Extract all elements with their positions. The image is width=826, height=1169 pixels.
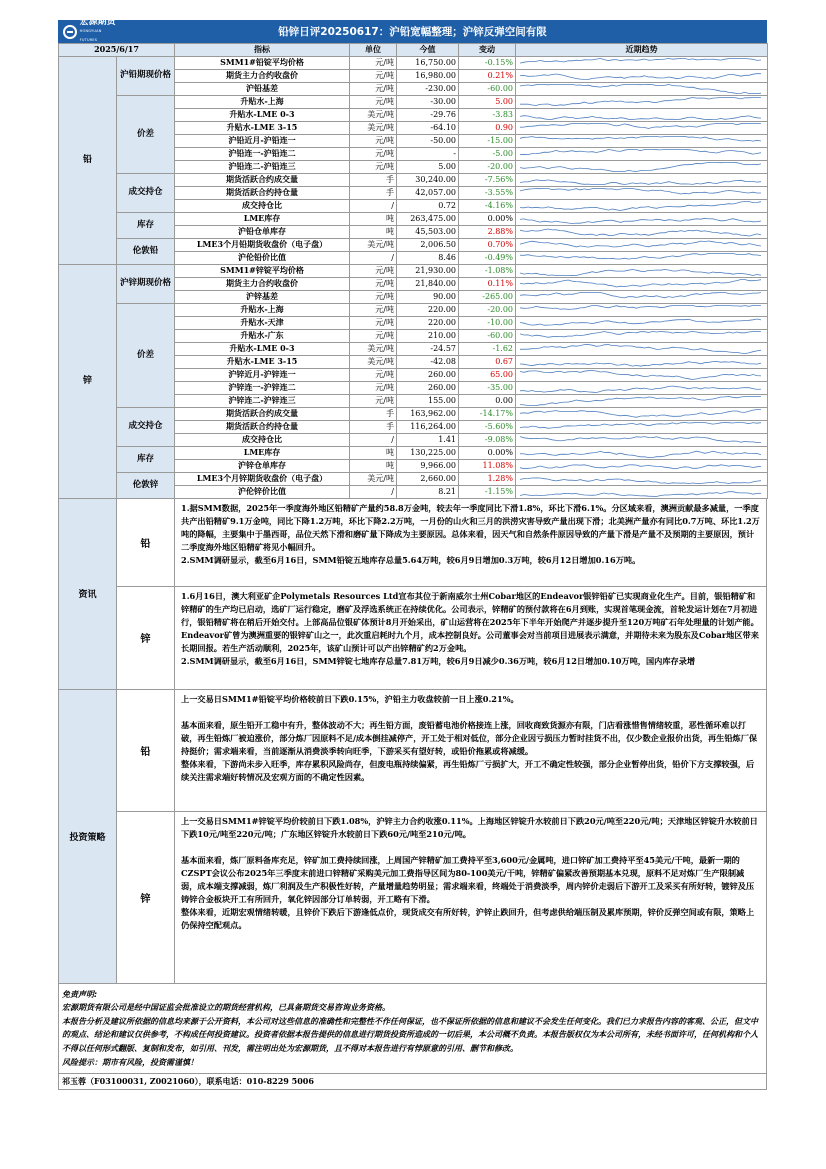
table-row bbox=[59, 212, 768, 225]
indicator-change: 0.00 bbox=[459, 394, 516, 407]
table-row bbox=[59, 95, 768, 108]
table-row bbox=[59, 238, 768, 251]
trend-cell bbox=[516, 212, 768, 225]
indicator-name: 期货活跃合约成交量 bbox=[175, 173, 350, 186]
indicator-value: 1.41 bbox=[397, 433, 459, 446]
trend-line bbox=[520, 451, 761, 457]
indicator-change: -10.00 bbox=[459, 316, 516, 329]
indicator-change: -20.00 bbox=[459, 303, 516, 316]
trend-sparkline bbox=[516, 408, 767, 420]
trend-line bbox=[520, 149, 761, 154]
indicator-unit: 元/吨 bbox=[350, 368, 397, 381]
trend-sparkline bbox=[516, 291, 767, 303]
strategy-zinc bbox=[117, 812, 766, 983]
trend-cell bbox=[516, 95, 768, 108]
trend-cell bbox=[516, 329, 768, 342]
table-row bbox=[59, 407, 768, 420]
indicator-name: 沪伦铅价比值 bbox=[175, 251, 350, 264]
trend-line bbox=[520, 218, 761, 223]
category-label: 伦敦锌 bbox=[117, 472, 175, 498]
indicator-name: LME3个月锌期货收盘价（电子盘） bbox=[175, 472, 350, 485]
strategy-metal-label: 锌 bbox=[117, 812, 175, 983]
indicator-name: 期货主力合约收盘价 bbox=[175, 277, 350, 290]
indicator-name: 升贴水-LME 0-3 bbox=[175, 342, 350, 355]
indicator-value: 263,475.00 bbox=[397, 212, 459, 225]
indicator-change: 1.28% bbox=[459, 472, 516, 485]
indicator-change: -60.00 bbox=[459, 329, 516, 342]
indicator-value: 155.00 bbox=[397, 394, 459, 407]
indicator-change: -3.55% bbox=[459, 186, 516, 199]
trend-cell bbox=[516, 238, 768, 251]
trend-sparkline bbox=[516, 200, 767, 212]
indicator-name: 沪铅近月-沪铅连一 bbox=[175, 134, 350, 147]
indicator-value: 8.46 bbox=[397, 251, 459, 264]
indicator-change: -20.00 bbox=[459, 160, 516, 173]
trend-line bbox=[520, 201, 761, 210]
category-label: 成交持仓 bbox=[117, 407, 175, 446]
trend-sparkline bbox=[516, 434, 767, 446]
trend-cell bbox=[516, 485, 768, 498]
indicator-name: LME3个月铅期货收盘价（电子盘） bbox=[175, 238, 350, 251]
indicator-value: -29.76 bbox=[397, 108, 459, 121]
category-label: 伦敦铅 bbox=[117, 238, 175, 264]
indicator-name: 沪锌连一-沪锌连二 bbox=[175, 381, 350, 394]
indicator-unit: 手 bbox=[350, 407, 397, 420]
analyst-contact: 祁玉蓉（F03100031, Z0021060），联系电话：010-8229 5006 bbox=[58, 1074, 767, 1090]
trend-sparkline bbox=[516, 473, 767, 485]
trend-cell bbox=[516, 277, 768, 290]
indicator-unit: 吨 bbox=[350, 459, 397, 472]
indicator-unit: 元/吨 bbox=[350, 95, 397, 108]
trend-sparkline bbox=[516, 460, 767, 472]
report-title: 铅锌日评20250617：沪铅宽幅整理；沪锌反弹空间有限 bbox=[278, 26, 547, 38]
category-label: 库存 bbox=[117, 212, 175, 238]
trend-line bbox=[520, 241, 761, 247]
indicator-value: -30.00 bbox=[397, 95, 459, 108]
indicator-value: 21,930.00 bbox=[397, 264, 459, 277]
indicator-name: 升贴水-天津 bbox=[175, 316, 350, 329]
trend-line bbox=[520, 58, 761, 63]
category-label: 沪锌期现价格 bbox=[117, 264, 175, 303]
trend-cell bbox=[516, 264, 768, 277]
indicator-name: 升贴水-LME 0-3 bbox=[175, 108, 350, 121]
trend-line bbox=[520, 162, 761, 171]
trend-cell bbox=[516, 147, 768, 160]
news-section bbox=[58, 499, 767, 690]
trend-line bbox=[520, 464, 761, 468]
trend-cell bbox=[516, 433, 768, 446]
indicator-name: 成交持仓比 bbox=[175, 199, 350, 212]
trend-cell bbox=[516, 355, 768, 368]
trend-cell bbox=[516, 303, 768, 316]
indicator-name: 沪铅仓单库存 bbox=[175, 225, 350, 238]
news-lead bbox=[117, 499, 766, 587]
trend-sparkline bbox=[516, 317, 767, 329]
indicator-unit: 元/吨 bbox=[350, 160, 397, 173]
indicator-unit: / bbox=[350, 199, 397, 212]
indicator-change: 5.00 bbox=[459, 95, 516, 108]
indicator-value: 116,264.00 bbox=[397, 420, 459, 433]
category-label: 成交持仓 bbox=[117, 173, 175, 212]
trend-cell bbox=[516, 459, 768, 472]
indicator-unit: 手 bbox=[350, 186, 397, 199]
indicator-value: 45,503.00 bbox=[397, 225, 459, 238]
trend-sparkline bbox=[516, 174, 767, 186]
indicator-value: 9,966.00 bbox=[397, 459, 459, 472]
logo-name: 宏源期货 bbox=[79, 17, 116, 27]
trend-line bbox=[520, 370, 761, 379]
table-row bbox=[59, 303, 768, 316]
category-label: 价差 bbox=[117, 95, 175, 173]
indicator-value: 130,225.00 bbox=[397, 446, 459, 459]
indicator-name: 沪锌基差 bbox=[175, 290, 350, 303]
trend-sparkline bbox=[516, 96, 767, 108]
trend-sparkline bbox=[516, 330, 767, 342]
table-row bbox=[59, 56, 768, 69]
indicator-name: 期货活跃合约持仓量 bbox=[175, 186, 350, 199]
indicator-name: 期货活跃合约成交量 bbox=[175, 407, 350, 420]
section-label: 铅 bbox=[59, 56, 117, 264]
trend-cell bbox=[516, 290, 768, 303]
trend-line bbox=[520, 179, 761, 184]
strategy-lead bbox=[117, 690, 766, 812]
trend-sparkline bbox=[516, 213, 767, 225]
indicator-change: 0.70% bbox=[459, 238, 516, 251]
indicator-change: -1.15% bbox=[459, 485, 516, 498]
disclaimer bbox=[58, 984, 767, 1075]
trend-line bbox=[520, 292, 761, 297]
indicator-table bbox=[58, 43, 768, 499]
indicator-name: 升贴水-广东 bbox=[175, 329, 350, 342]
indicator-change: -60.00 bbox=[459, 82, 516, 95]
indicator-value: 220.00 bbox=[397, 316, 459, 329]
trend-line bbox=[520, 396, 761, 405]
trend-sparkline bbox=[516, 57, 767, 69]
indicator-change: -0.49% bbox=[459, 251, 516, 264]
indicator-change: -15.00 bbox=[459, 134, 516, 147]
trend-line bbox=[520, 115, 761, 119]
indicator-value: - bbox=[397, 147, 459, 160]
indicator-change: 2.88% bbox=[459, 225, 516, 238]
indicator-value: 16,980.00 bbox=[397, 69, 459, 82]
indicator-change: 0.90 bbox=[459, 121, 516, 134]
indicator-value: 260.00 bbox=[397, 381, 459, 394]
trend-sparkline bbox=[516, 148, 767, 160]
indicator-name: 沪锌仓单库存 bbox=[175, 459, 350, 472]
indicator-name: SMM1#锌锭平均价格 bbox=[175, 264, 350, 277]
indicator-value: 220.00 bbox=[397, 303, 459, 316]
trend-sparkline bbox=[516, 382, 767, 394]
report-date: 2025/6/17 bbox=[59, 44, 175, 57]
news-metal-label: 锌 bbox=[117, 587, 175, 689]
indicator-change: -4.16% bbox=[459, 199, 516, 212]
indicator-change: 0.67 bbox=[459, 355, 516, 368]
indicator-unit: 元/吨 bbox=[350, 277, 397, 290]
trend-sparkline bbox=[516, 343, 767, 355]
category-label: 价差 bbox=[117, 303, 175, 407]
indicator-value: 5.00 bbox=[397, 160, 459, 173]
trend-line bbox=[520, 331, 761, 337]
trend-cell bbox=[516, 381, 768, 394]
indicator-value: 0.72 bbox=[397, 199, 459, 212]
indicator-name: 成交持仓比 bbox=[175, 433, 350, 446]
indicator-name: 沪锌连二-沪锌连三 bbox=[175, 394, 350, 407]
trend-sparkline bbox=[516, 356, 767, 368]
trend-line bbox=[520, 361, 761, 366]
indicator-unit: 元/吨 bbox=[350, 394, 397, 407]
indicator-name: 沪铅连一-沪铅连二 bbox=[175, 147, 350, 160]
trend-cell bbox=[516, 56, 768, 69]
indicator-value: -24.57 bbox=[397, 342, 459, 355]
disclaimer-title: 免责声明: bbox=[62, 989, 98, 999]
disclaimer-body: 宏源期货有限公司是经中国证监会批准设立的期货经营机构，已具备期货交易咨询业务资格。 本报告分析及建议所依据的信息均来源于公开资料，本公司对这些信息的准确性和完整性不作任何保证，也不保证所依据的信息和建议不会发生任何变化。我们已力求报告内容的客观、公正，但文中的观点、结论和建议仅供参考，不构成任何投资建议。投资者依据本报告提供的信息进行期货投资所造成的一切后果，本公司概不负责。本报告版权仅为本公司所有，未经书面许可，任何机构和个人不得以任何形式翻版、复制和发布，如引用、刊发，需注明出处为宏源期货，且不得对本报告进行有悖原意的引用、删节和修改。 风险提示：期市有风险，投资需谨慎！ bbox=[62, 1003, 758, 1067]
trend-cell bbox=[516, 316, 768, 329]
indicator-unit: 吨 bbox=[350, 446, 397, 459]
indicator-value: 2,660.00 bbox=[397, 472, 459, 485]
indicator-unit: 美元/吨 bbox=[350, 108, 397, 121]
trend-sparkline bbox=[516, 447, 767, 459]
indicator-name: 升贴水-上海 bbox=[175, 303, 350, 316]
strategy-metal-label: 铅 bbox=[117, 690, 175, 811]
indicator-change: 0.00% bbox=[459, 212, 516, 225]
indicator-unit: 元/吨 bbox=[350, 134, 397, 147]
category-label: 沪铅期现价格 bbox=[117, 56, 175, 95]
indicator-unit: 元/吨 bbox=[350, 303, 397, 316]
indicator-unit: 吨 bbox=[350, 225, 397, 238]
column-header: 单位 bbox=[350, 44, 397, 57]
trend-cell bbox=[516, 420, 768, 433]
indicator-change: 0.21% bbox=[459, 69, 516, 82]
report-page bbox=[58, 17, 767, 1090]
indicator-name: LME库存 bbox=[175, 446, 350, 459]
trend-cell bbox=[516, 121, 768, 134]
indicator-unit: / bbox=[350, 251, 397, 264]
strategy-text: 上一交易日SMM1#锌锭平均价较前日下跌1.08%，沪锌主力合约收涨0.11%。上海地区锌锭升水较前日下跌20元/吨至220元/吨；天津地区锌锭升水较前日下跌10元/吨至220元/吨；广东地区锌锭升水较前日下跌60元/吨至210元/吨。 基本面来看，炼厂原料备库充足，锌矿加工费持续回涨，上周国产锌精矿加工费持平至3,600元/金属吨，进口锌矿加工费持平至45美元/干吨，最新一期的CZSPT会议公布2025年三季度末前进口锌精矿采购美元加工费指导区间为80-100美元/干吨，锌精矿偏紧改善预期基本兑现，原料不足对炼厂生产限制减弱，成本端支撑减弱，炼厂利润及生产积极性好转，产量增量趋势明显；需求端来看，终端处于消费淡季，周内锌价走弱后下游开工及采买有所好转，镀锌及压铸锌合金板块开工有所回升，氧化锌因部分订单转弱，开工略有下滑。 整体来看，近期宏观情绪转暖，且锌价下跌后下游逢低点价，现货成交有所好转，沪锌止跌回升，但考虑供给端压制及累库预期，锌价反弹空间或有限，策略上仍保持空配观点。 bbox=[181, 815, 758, 931]
indicator-change: -5.60% bbox=[459, 420, 516, 433]
indicator-value: -50.00 bbox=[397, 134, 459, 147]
indicator-unit: 元/吨 bbox=[350, 329, 397, 342]
indicator-unit: / bbox=[350, 433, 397, 446]
indicator-value: 21,840.00 bbox=[397, 277, 459, 290]
indicator-name: 升贴水-上海 bbox=[175, 95, 350, 108]
indicator-change: -5.00 bbox=[459, 147, 516, 160]
trend-cell bbox=[516, 160, 768, 173]
column-header-row bbox=[59, 44, 768, 57]
indicator-change: -265.00 bbox=[459, 290, 516, 303]
trend-sparkline bbox=[516, 161, 767, 173]
trend-cell bbox=[516, 108, 768, 121]
trend-sparkline bbox=[516, 109, 767, 121]
trend-cell bbox=[516, 472, 768, 485]
trend-line bbox=[520, 305, 761, 309]
indicator-unit: 美元/吨 bbox=[350, 238, 397, 251]
indicator-value: 8.21 bbox=[397, 485, 459, 498]
trend-line bbox=[520, 97, 761, 105]
trend-sparkline bbox=[516, 122, 767, 134]
trend-line bbox=[520, 386, 761, 393]
trend-line bbox=[520, 269, 761, 275]
indicator-unit: 元/吨 bbox=[350, 264, 397, 277]
indicator-value: 16,750.00 bbox=[397, 56, 459, 69]
trend-cell bbox=[516, 225, 768, 238]
table-row bbox=[59, 472, 768, 485]
trend-line bbox=[520, 409, 761, 417]
trend-sparkline bbox=[516, 239, 767, 251]
indicator-value: -42.08 bbox=[397, 355, 459, 368]
indicator-name: 期货活跃合约持仓量 bbox=[175, 420, 350, 433]
trend-sparkline bbox=[516, 278, 767, 290]
indicator-name: 升贴水-LME 3-15 bbox=[175, 355, 350, 368]
indicator-name: 沪铅连二-沪铅连三 bbox=[175, 160, 350, 173]
indicator-unit: / bbox=[350, 485, 397, 498]
indicator-change: 0.00% bbox=[459, 446, 516, 459]
indicator-change: -14.17% bbox=[459, 407, 516, 420]
indicator-change: -3.83 bbox=[459, 108, 516, 121]
indicator-unit: 元/吨 bbox=[350, 56, 397, 69]
news-label: 资讯 bbox=[59, 499, 117, 689]
indicator-unit: 美元/吨 bbox=[350, 472, 397, 485]
trend-cell bbox=[516, 394, 768, 407]
indicator-name: SMM1#铅锭平均价格 bbox=[175, 56, 350, 69]
indicator-name: 期货主力合约收盘价 bbox=[175, 69, 350, 82]
trend-cell bbox=[516, 199, 768, 212]
trend-sparkline bbox=[516, 135, 767, 147]
indicator-change: -9.08% bbox=[459, 433, 516, 446]
indicator-value: 42,057.00 bbox=[397, 186, 459, 199]
indicator-change: -1.62 bbox=[459, 342, 516, 355]
trend-sparkline bbox=[516, 226, 767, 238]
trend-cell bbox=[516, 173, 768, 186]
trend-line bbox=[520, 344, 761, 353]
column-header: 变动 bbox=[459, 44, 516, 57]
indicator-unit: 手 bbox=[350, 420, 397, 433]
indicator-unit: 手 bbox=[350, 173, 397, 186]
trend-sparkline bbox=[516, 486, 767, 498]
category-label: 库存 bbox=[117, 446, 175, 472]
column-header: 指标 bbox=[175, 44, 350, 57]
indicator-name: 沪铅基差 bbox=[175, 82, 350, 95]
trend-cell bbox=[516, 251, 768, 264]
indicator-unit: 元/吨 bbox=[350, 82, 397, 95]
trend-line bbox=[520, 84, 761, 93]
trend-sparkline bbox=[516, 70, 767, 82]
trend-line bbox=[520, 188, 761, 194]
indicator-change: -1.08% bbox=[459, 264, 516, 277]
indicator-value: 90.00 bbox=[397, 290, 459, 303]
trend-sparkline bbox=[516, 252, 767, 264]
trend-cell bbox=[516, 82, 768, 95]
trend-line bbox=[520, 491, 761, 496]
indicator-change: 0.11% bbox=[459, 277, 516, 290]
trend-line bbox=[520, 73, 761, 79]
indicator-name: 沪锌近月-沪锌连一 bbox=[175, 368, 350, 381]
trend-line bbox=[520, 123, 761, 128]
table-row bbox=[59, 446, 768, 459]
indicator-unit: 美元/吨 bbox=[350, 342, 397, 355]
indicator-unit: 美元/吨 bbox=[350, 121, 397, 134]
trend-sparkline bbox=[516, 304, 767, 316]
trend-cell bbox=[516, 134, 768, 147]
indicator-change: -0.15% bbox=[459, 56, 516, 69]
trend-cell bbox=[516, 407, 768, 420]
indicator-name: 升贴水-LME 3-15 bbox=[175, 121, 350, 134]
indicator-change: -35.00 bbox=[459, 381, 516, 394]
indicator-value: 260.00 bbox=[397, 368, 459, 381]
trend-sparkline bbox=[516, 187, 767, 199]
logo-english: HONGYUAN FUTURES bbox=[79, 29, 102, 42]
trend-line bbox=[520, 477, 761, 483]
indicator-value: 210.00 bbox=[397, 329, 459, 342]
trend-line bbox=[520, 136, 761, 141]
indicator-unit: 美元/吨 bbox=[350, 355, 397, 368]
indicator-unit: 元/吨 bbox=[350, 316, 397, 329]
indicator-change: 11.08% bbox=[459, 459, 516, 472]
indicator-value: 2,006.50 bbox=[397, 238, 459, 251]
trend-cell bbox=[516, 342, 768, 355]
news-metal-label: 铅 bbox=[117, 499, 175, 586]
indicator-change: -7.56% bbox=[459, 173, 516, 186]
indicator-value: -230.00 bbox=[397, 82, 459, 95]
trend-line bbox=[520, 436, 761, 442]
news-text: 1.据SMM数据，2025年一季度海外地区铅精矿产量约58.8万金吨，较去年一季度同比下滑1.8%，环比下滑6.1%。分区域来看，澳洲贡献最多减量，一季度共产出铅精矿9.1万金吨，同比下降1.2万吨，环比下降2.2万吨，一月份的山火和三月的洪涝灾害导致产量出现下滑；北美洲产量亦有同比0.7万吨、环比1.2万吨的降幅，主要集中于墨西哥，品位天然下滑和磨矿量下降成为主要原因。总体来看，因天气和自然条件原因导致的产量下滑是产量不及预期的主要原因，预计二季度海外地区铅精矿将见小幅回升。 2.SMM调研显示，截至6月16日，SMM铅锭五地库存总量5.64万吨，较6月9日增加0.3万吨，较6月12日增加0.16万吨。 bbox=[181, 502, 760, 565]
indicator-value: -64.10 bbox=[397, 121, 459, 134]
trend-sparkline bbox=[516, 83, 767, 95]
indicator-name: 沪伦锌价比值 bbox=[175, 485, 350, 498]
indicator-name: LME库存 bbox=[175, 212, 350, 225]
section-label: 锌 bbox=[59, 264, 117, 498]
indicator-unit: 元/吨 bbox=[350, 381, 397, 394]
trend-line bbox=[520, 229, 761, 236]
strategy-section bbox=[58, 690, 767, 984]
trend-sparkline bbox=[516, 265, 767, 277]
trend-sparkline bbox=[516, 395, 767, 407]
indicator-unit: 吨 bbox=[350, 212, 397, 225]
trend-line bbox=[520, 253, 761, 259]
trend-cell bbox=[516, 446, 768, 459]
trend-line bbox=[520, 422, 761, 428]
table-row bbox=[59, 173, 768, 186]
column-header: 近期趋势 bbox=[516, 44, 768, 57]
trend-line bbox=[520, 279, 761, 287]
indicator-unit: 元/吨 bbox=[350, 290, 397, 303]
trend-cell bbox=[516, 69, 768, 82]
trend-sparkline bbox=[516, 421, 767, 433]
trend-cell bbox=[516, 368, 768, 381]
indicator-value: 163,962.00 bbox=[397, 407, 459, 420]
report-header bbox=[58, 17, 767, 43]
indicator-change: 65.00 bbox=[459, 368, 516, 381]
indicator-unit: 元/吨 bbox=[350, 69, 397, 82]
trend-line bbox=[520, 319, 761, 325]
indicator-value: 30,240.00 bbox=[397, 173, 459, 186]
trend-sparkline bbox=[516, 369, 767, 381]
trend-cell bbox=[516, 186, 768, 199]
news-zinc bbox=[117, 587, 766, 689]
table-row bbox=[59, 264, 768, 277]
news-text: 1.6月16日，澳大利亚矿企Polymetals Resources Ltd宣布其位于新南威尔士州Cobar地区的Endeavor银锌铅矿已实现商业化生产。目前，银铅精矿和锌精矿的生产均已启动，选矿厂运行稳定，磨矿及浮选系统正在持续优化。公司表示，锌精矿的预付款将在6月到账，实现首笔现金流，首轮发运计划在7月初进行，银铅精矿将在稍后开始交付。上部高品位银矿体预计8月开始采出，矿山运营将在2025年下半年开始爬产并逐步提升至120万吨矿石年处理量的计划产能。Endeavor矿曾为澳洲重要的银锌矿山之一，此次重启耗时九个月，成本控制良好。公司董事会对当前项目进展表示满意，并期待未来为股东及Cobar地区带来长期回报。若生产活动顺利，2025年，该矿山预计可以产出锌精矿约2万金吨。 2.SMM调研显示，截至6月16日，SMM锌锭七地库存总量7.81万吨，较6月9日减少0.36万吨，较6月12日增加0.10万吨，国内库存录增 bbox=[181, 590, 759, 667]
indicator-unit: 元/吨 bbox=[350, 147, 397, 160]
strategy-text: 上一交易日SMM1#铅锭平均价格较前日下跌0.15%，沪铅主力收盘较前一日上涨0.21%。 基本面来看，原生铅开工稳中有升，整体波动不大；再生铅方面，废铅蓄电池价格接连上涨，回收商致货源亦有限，门店看涨惜售情绪较重，恶性循环难以打破，再生铅炼厂被迫涨价，部分炼厂因原料不足/成本倒挂减停产，开工处于相对低位，部分企业因亏损压力暂时挂货不出，仅少数企业报价出货，再生铅炼厂保持挺价；需求端来看，当前逐渐从消费淡季转向旺季，下游采买有望好转，或铅价拖累或将减缓。 整体来看，下游尚未步入旺季，库存累积风险尚存，但废电瓶持续偏紧，再生铅炼厂亏损扩大，开工不确定性较强，部分企业暂停出货，铅价下方支撑较强，后续关注需求端好转情况及宏观方面的不确定性因素。 bbox=[181, 693, 758, 783]
strategy-label: 投资策略 bbox=[59, 690, 117, 983]
column-header: 今值 bbox=[397, 44, 459, 57]
